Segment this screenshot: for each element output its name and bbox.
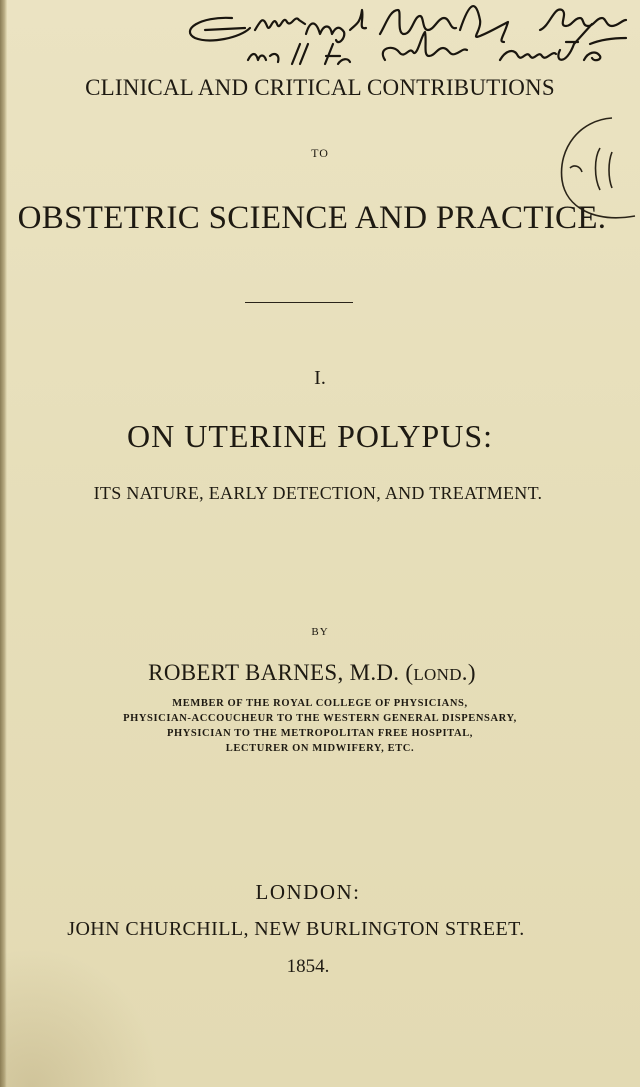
- imprint-year: 1854.: [286, 956, 330, 977]
- credential-line: LECTURER ON MIDWIFERY, ETC.: [225, 743, 415, 754]
- author-name: [0, 660, 632, 686]
- subtitle: ITS NATURE, EARLY DETECTION, AND TREATMENT.: [93, 483, 543, 503]
- series-title: CLINICAL AND CRITICAL CONTRIBUTIONS: [85, 75, 555, 100]
- title-divider: [245, 302, 353, 303]
- author-degree: LOND: [413, 665, 462, 684]
- credential-line: PHYSICIAN-ACCOUCHEUR TO THE WESTERN GENERAL DISPENSARY,: [123, 713, 517, 724]
- main-title: ON UTERINE POLYPUS:: [126, 418, 494, 454]
- credential-line: MEMBER OF THE ROYAL COLLEGE OF PHYSICIANS,: [172, 698, 468, 709]
- author-name-text: ROBERT BARNES, M.D. (: [148, 660, 414, 685]
- connector-text: TO: [311, 146, 329, 160]
- author-name-close: .): [461, 660, 476, 685]
- part-number: I.: [314, 367, 326, 389]
- imprint-publisher: JOHN CHURCHILL, NEW BURLINGTON STREET.: [67, 918, 525, 940]
- credential-line: PHYSICIAN TO THE METROPOLITAN FREE HOSPITAL,: [166, 728, 474, 739]
- by-label: BY: [311, 626, 329, 638]
- subject-title: OBSTETRIC SCIENCE AND PRACTICE.: [17, 200, 607, 236]
- imprint-city: LONDON:: [255, 880, 361, 904]
